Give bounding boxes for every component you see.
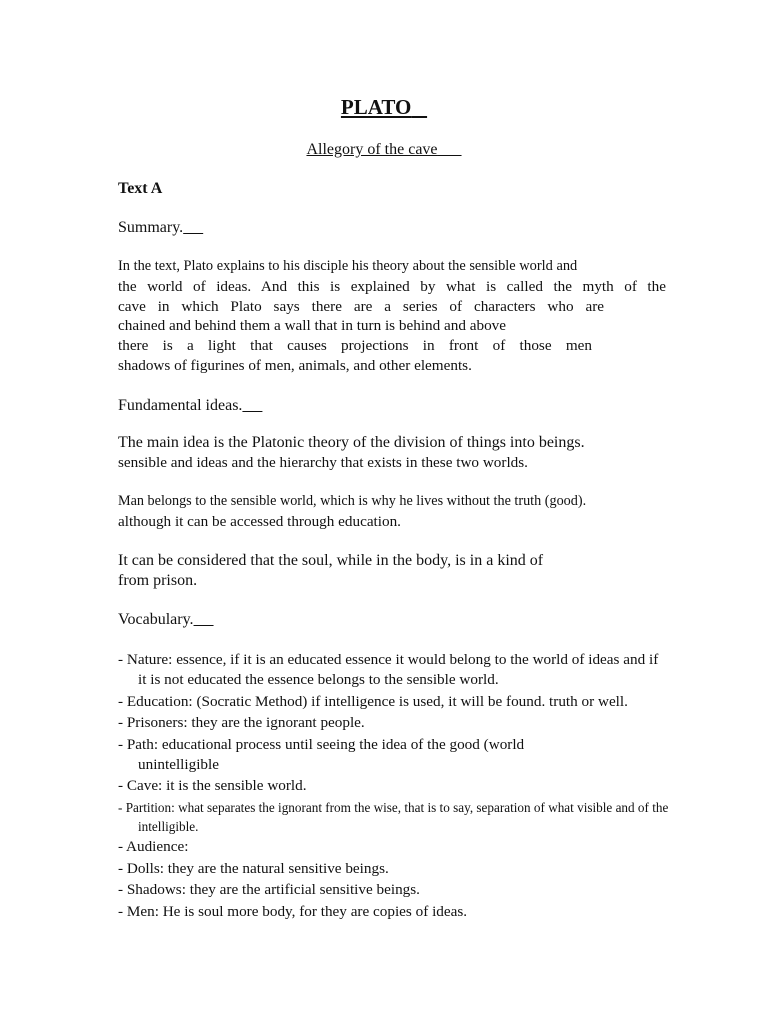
summary-heading <box>118 217 666 239</box>
fundamental-ideas-heading-underline <box>242 397 262 414</box>
vocabulary-heading-underline <box>194 611 214 628</box>
vocabulary-item: - Audience: <box>118 838 189 855</box>
vocabulary-item: - Nature: essence, if it is an educated essence it would belong to the world of ideas and if it is not educated the essence belongs to the sensible world. <box>118 651 659 688</box>
vocabulary-item: - Men: He is soul more body, for they are copies of ideas. <box>118 902 468 920</box>
fundamental-idea-line: sensible and ideas and the hierarchy that exists in these two worlds. <box>118 453 528 471</box>
vocabulary-item: - Path: educational process until seeing the idea of the good (world unintelligible <box>118 735 525 773</box>
summary-line: cave in which Plato says there are a series of characters who are <box>118 297 604 315</box>
summary-line: there is a light that causes projections in front of those men <box>118 337 592 355</box>
vocabulary-item: - Partition: what separates the ignorant from the wise, that is to say, separation of what visible and of the intelligible. <box>118 799 669 834</box>
summary-paragraph <box>118 257 666 376</box>
fundamental-ideas-heading-text: Fundamental ideas. <box>118 397 243 414</box>
fundamental-idea-line: although it can be accessed through education. <box>118 512 401 530</box>
document-subtitle <box>0 139 768 161</box>
fundamental-idea-line: from prison. <box>118 571 198 589</box>
fundamental-idea-paragraph <box>118 492 666 532</box>
vocabulary-item: - Education: (Socratic Method) if intelligence is used, it will be found. truth or well. <box>118 692 628 710</box>
summary-line: chained and behind them a wall that in turn is behind and above <box>118 317 507 335</box>
fundamental-ideas-heading <box>118 395 666 417</box>
vocabulary-heading <box>118 609 666 631</box>
summary-line: In the text, Plato explains to his disciple his theory about the sensible world and <box>118 258 578 274</box>
summary-heading-underline <box>183 219 203 236</box>
document-title <box>0 94 768 120</box>
vocabulary-item: - Dolls: they are the natural sensitive beings. <box>118 859 389 877</box>
vocabulary-heading-text: Vocabulary. <box>118 611 194 628</box>
text-label: Text A <box>118 180 163 197</box>
fundamental-idea-paragraph <box>118 433 666 473</box>
subtitle-underline-tail <box>438 141 462 158</box>
vocabulary-item: - Prisoners: they are the ignorant people. <box>118 714 365 731</box>
fundamental-idea-line: The main idea is the Platonic theory of the division of things into beings. <box>118 434 585 451</box>
fundamental-idea-line: It can be considered that the soul, while in the body, is in a kind of <box>118 552 544 569</box>
document-title-text: PLATO <box>340 95 412 119</box>
summary-line: the world of ideas. And this is explained by what is called the myth of the <box>118 277 666 295</box>
fundamental-idea-paragraph <box>118 551 666 591</box>
fundamental-idea-line: Man belongs to the sensible world, which is why he lives without the truth (good). <box>118 493 587 509</box>
summary-line: shadows of figurines of men, animals, and other elements. <box>118 356 472 374</box>
summary-heading-text: Summary. <box>118 219 184 236</box>
vocabulary-list <box>118 650 670 923</box>
document-subtitle-text: Allegory of the cave <box>306 141 438 158</box>
vocabulary-item: - Cave: it is the sensible world. <box>118 777 307 794</box>
vocabulary-item: - Shadows: they are the artificial sensitive beings. <box>118 881 420 898</box>
title-underline-tail <box>411 95 427 119</box>
